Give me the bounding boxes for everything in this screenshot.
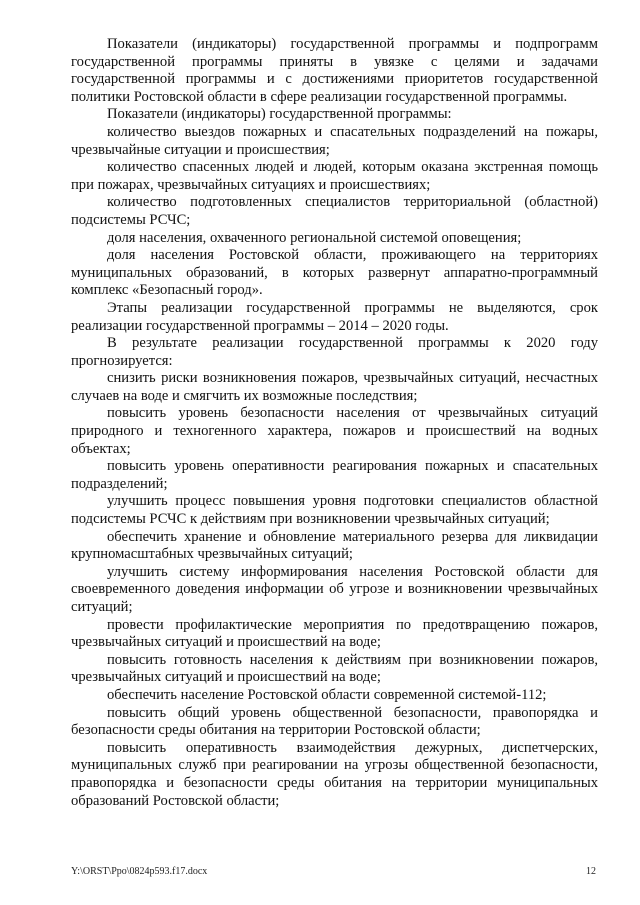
page-number: 12 [586,866,596,877]
paragraph: повысить оперативность взаимодействия дежурных, диспетчерских, муниципальных служб при реагировании на угрозы общественной безопасности, правопорядка и безопасности среды обитания на территории муниципальных образований Ростовской области; [71,739,598,809]
paragraph: улучшить процесс повышения уровня подготовки специалистов областной подсистемы РСЧС к действиям при возникновении чрезвычайных ситуаций; [71,493,598,528]
paragraph: повысить готовность населения к действиям при возникновении пожаров, чрезвычайных ситуаций и происшествий на воде; [71,651,598,686]
paragraph: количество подготовленных специалистов территориальной (областной) подсистемы РСЧС; [71,194,598,228]
paragraph: В результате реализации государственной программы к 2020 году прогнозируется: [71,335,598,369]
paragraph: количество выездов пожарных и спасательных подразделений на пожары, чрезвычайные ситуации и происшествия; [71,123,598,158]
paragraph: доля населения Ростовской области, проживающего на территориях муниципальных образований, в которых развернут аппаратно-программный комплекс «Безопасный город». [71,247,598,299]
paragraph: доля населения, охваченного региональной системой оповещения; [107,229,522,246]
paragraph: снизить риски возникновения пожаров, чрезвычайных ситуаций, несчастных случаев на воде и смягчить их возможные последствия; [71,370,598,404]
paragraph: обеспечить население Ростовской области современной системой-112; [107,686,547,703]
paragraph: Этапы реализации государственной программы не выделяются, срок реализации государственной программы – 2014 – 2020 годы. [71,299,598,334]
paragraph: Показатели (индикаторы) государственной программы и подпрограмм государственной программы приняты в увязке с целями и задачами государственной программы и с достижениями приоритетов государственной политики Ростовской области в сфере реализации государственной программы. [71,36,598,105]
paragraph: повысить уровень оперативности реагирования пожарных и спасательных подразделений; [71,458,598,492]
document-body [71,36,598,810]
paragraph: обеспечить хранение и обновление материального резерва для ликвидации крупномасштабных чрезвычайных ситуаций; [71,528,598,563]
paragraph: количество спасенных людей и людей, которым оказана экстренная помощь при пожарах, чрезвычайных ситуациях и происшествиях; [71,159,598,193]
footer-file-path: Y:\ORST\Ppo\0824p593.f17.docx [71,866,208,877]
paragraph: Показатели (индикаторы) государственной программы: [107,106,452,123]
paragraph: улучшить систему информирования населения Ростовской области для своевременного доведения информации об угрозе и возникновении чрезвычайных ситуаций; [71,563,598,615]
paragraph: повысить уровень безопасности населения от чрезвычайных ситуаций природного и техногенного характера, пожаров и происшествий на водных объектах; [71,405,598,457]
paragraph: провести профилактические мероприятия по предотвращению пожаров, чрезвычайных ситуаций и происшествий на воде; [71,616,598,651]
paragraph: повысить общий уровень общественной безопасности, правопорядка и безопасности среды обитания на территории Ростовской области; [71,704,598,739]
